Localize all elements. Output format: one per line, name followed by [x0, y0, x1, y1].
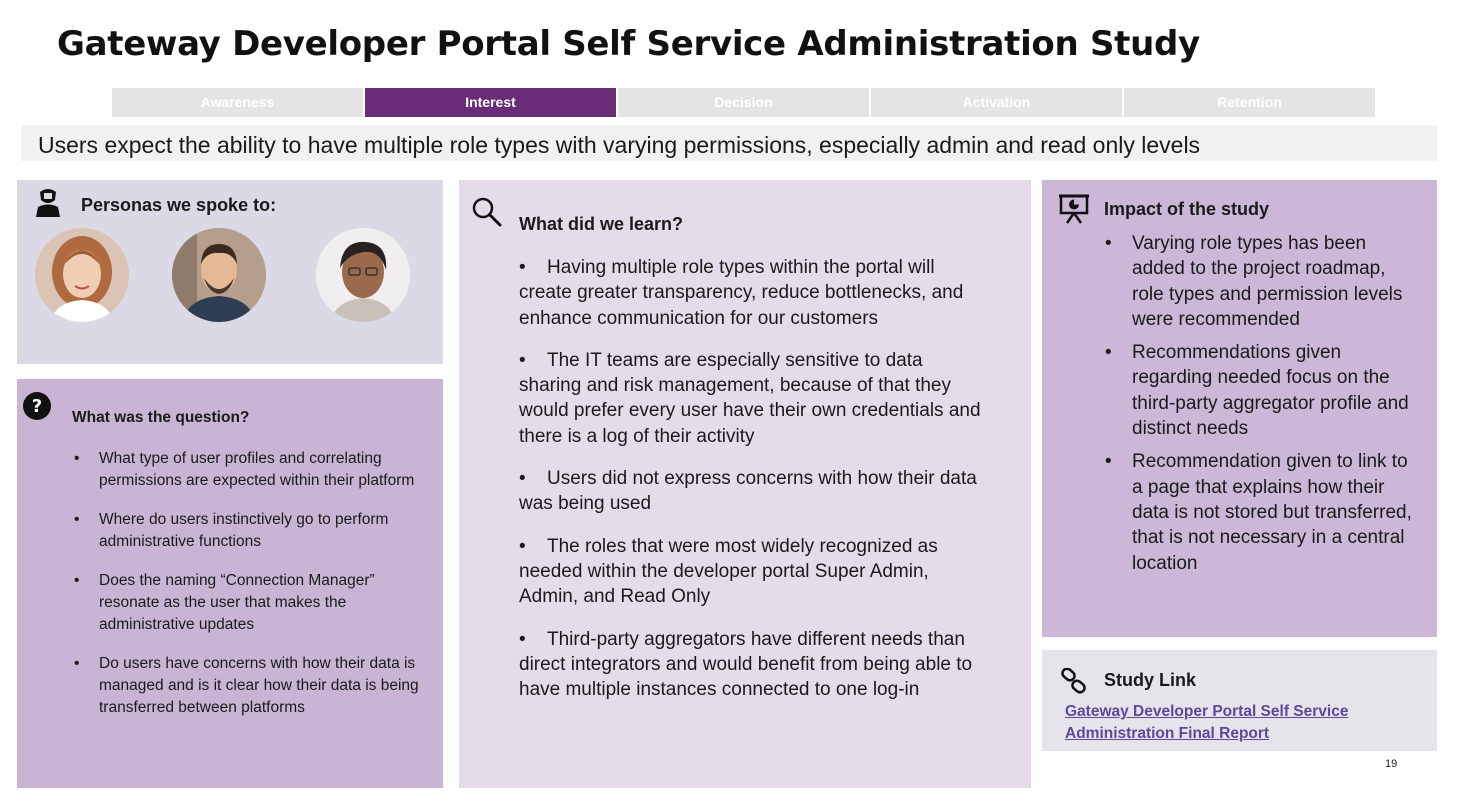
list-item: • What type of user profiles and correlating permissions are expected within their platform — [99, 448, 419, 492]
list-item: • Recommendations given regarding needed focus on the third-party aggregator profile and distinct needs — [1132, 340, 1417, 441]
svg-text:?: ? — [31, 396, 43, 417]
learnings-panel — [459, 180, 1031, 788]
person-icon — [35, 188, 61, 218]
stage-decision: Decision — [618, 88, 869, 117]
list-item: • Varying role types has been added to the project roadmap, role types and permission levels were recommended — [1132, 231, 1417, 332]
personas-heading: Personas we spoke to: — [81, 195, 277, 215]
list-item: • The roles that were most widely recognized as needed within the developer portal Super Admin, Admin, and Read Only — [519, 535, 938, 608]
stage-awareness: Awareness — [112, 88, 363, 117]
stage-retention: Retention — [1124, 88, 1375, 117]
question-icon — [23, 392, 51, 420]
list-item: • Users did not express concerns with how their data was being used — [519, 468, 977, 515]
magnifier-icon — [471, 196, 503, 228]
page-title: Gateway Developer Portal Self Service Administration Study — [57, 24, 1200, 64]
learnings-heading: What did we learn? — [519, 214, 684, 234]
impact-panel — [1042, 180, 1437, 637]
list-item: • Where do users instinctively go to perform administrative functions — [99, 509, 419, 553]
link-icon — [1060, 668, 1088, 694]
journey-stage-bar — [112, 88, 1375, 117]
list-item: • Third-party aggregators have different needs than direct integrators and would benefit from being able to have multiple instances connected to one log-in — [519, 628, 973, 701]
presentation-board-icon — [1059, 194, 1089, 224]
persona-avatar-2 — [172, 228, 266, 322]
list-item: • Do users have concerns with how their data is managed and is it clear how their data is being transferred between platforms — [99, 653, 419, 719]
study-link-heading: Study Link — [1104, 670, 1197, 690]
question-list — [99, 448, 419, 736]
impact-heading: Impact of the study — [1104, 199, 1270, 219]
study-link-panel — [1042, 650, 1437, 751]
persona-avatar-1 — [35, 228, 129, 322]
final-report-link[interactable]: Gateway Developer Portal Self Service Administration Final Report — [1065, 703, 1349, 742]
list-item: • Having multiple role types within the portal will create greater transparency, reduce bottlenecks, and enhance communication for our customers — [519, 257, 964, 329]
question-heading: What was the question? — [72, 409, 250, 426]
key-finding-banner: Users expect the ability to have multiple role types with varying permissions, especially admin and read only levels — [21, 125, 1437, 161]
personas-panel — [17, 180, 443, 364]
page-number: 19 — [1385, 758, 1398, 770]
impact-list — [1132, 231, 1417, 584]
learnings-list — [519, 255, 989, 719]
list-item: • The IT teams are especially sensitive to data sharing and risk management, because of that they would prefer every user have their own credentials and there is a log of their activity — [519, 349, 981, 447]
list-item: • Does the naming “Connection Manager” resonate as the user that makes the administrative updates — [99, 570, 419, 636]
stage-activation: Activation — [871, 88, 1122, 117]
persona-avatar-3 — [316, 228, 410, 322]
question-panel — [17, 379, 443, 788]
list-item: • Recommendation given to link to a page that explains how their data is not stored but transferred, that is not necessary in a central location — [1132, 449, 1417, 575]
stage-interest: Interest — [365, 88, 616, 117]
